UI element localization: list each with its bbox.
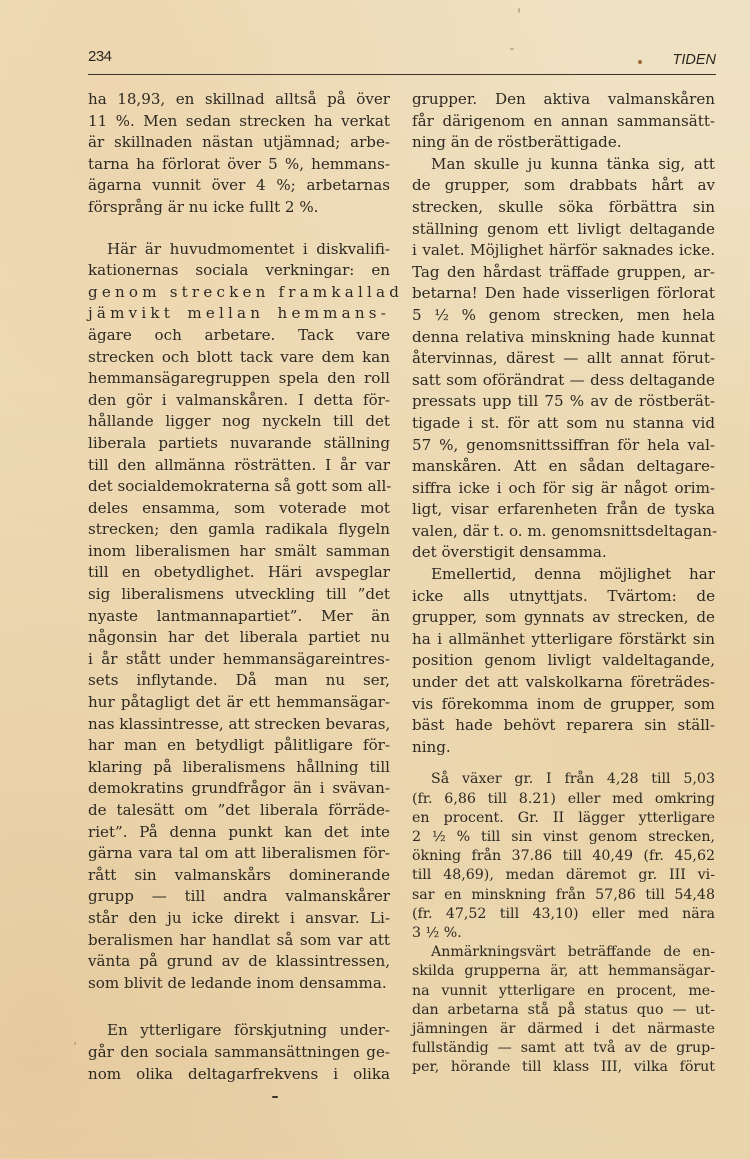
text-line: dan arbetarna stå på status quo — ut-	[412, 1001, 715, 1018]
text-line: sar en minskning från 57,86 till 54,48	[412, 886, 715, 903]
text-line: 5 ½ % genom strecken, men hela	[412, 305, 715, 324]
text-line: Anmärkningsvärt beträffande de en-	[431, 944, 715, 961]
text-line: ning.	[412, 737, 451, 756]
page-number: 234	[88, 48, 112, 65]
text-line: denna relativa minskning hade kunnat	[412, 327, 715, 346]
text-line: ning än de röstberättigade.	[412, 133, 622, 152]
right-column	[412, 89, 718, 1078]
text-line: till den allmänna rösträtten. I år var	[88, 455, 390, 474]
text-line: na vunnit ytterligare en procent, me-	[412, 982, 715, 999]
text-line: har man en betydligt pålitligare för-	[88, 736, 390, 755]
text-line: strecken; den gamla radikala flygeln	[88, 520, 390, 539]
ink-speck	[518, 8, 520, 13]
text-line: återvinnas, därest — allt annat förut-	[412, 349, 715, 368]
text-line: grupper. Den aktiva valmanskåren	[412, 90, 715, 108]
text-line: betarna! Den hade visserligen förlorat	[412, 284, 715, 303]
text-line: per, hörande till klass III, vilka förut	[412, 1059, 715, 1076]
text-line: siffra icke i och för sig är något orim-	[412, 478, 715, 497]
emphasized-text-line: jämvikt mellan hemmans-	[88, 304, 390, 323]
text-line: gärna vara tal om att liberalismen för-	[88, 844, 390, 863]
paragraph	[412, 154, 718, 564]
text-line: demokratins grundfrågor än i svävan-	[88, 779, 390, 798]
text-line: En ytterligare förskjutning under-	[107, 1021, 390, 1040]
text-line: vis förekomma inom de grupper, som	[412, 694, 715, 713]
text-line: manskåren. Att en sådan deltagare-	[412, 457, 715, 476]
ink-speck	[510, 48, 514, 50]
text-line: position genom livligt valdeltagande,	[412, 651, 715, 670]
text-line: (fr. 6,86 till 8.21) eller med omkring	[412, 790, 715, 807]
text-line: vänta på grund av de klassintressen,	[88, 952, 390, 971]
text-line: i år stått under hemmansägareintres-	[88, 649, 390, 668]
text-line: kationernas sociala verkningar: en	[88, 261, 390, 280]
text-line: (fr. 47,52 till 43,10) eller med nära	[412, 905, 715, 922]
text-line: någonsin har det liberala partiet nu	[88, 628, 390, 647]
text-line: nom olika deltagarfrekvens i olika	[88, 1064, 390, 1083]
text-line: nyaste lantmannapartiet”. Mer än	[88, 606, 390, 625]
text-line: strecken och blott tack vare dem kan	[88, 347, 390, 366]
paragraph	[412, 89, 715, 154]
running-title: TIDEN	[672, 52, 716, 68]
text-line: det socialdemokraterna så gott som all-	[88, 477, 392, 496]
text-line: bäst hade behövt reparera sin ställ-	[412, 716, 715, 735]
paragraph	[88, 89, 390, 219]
text-line: hemmansägaregruppen spela den roll	[88, 369, 390, 388]
text-line: Så växer gr. I från 4,28 till 5,03	[431, 771, 715, 788]
text-line: liberala partiets nuvarande ställning	[88, 433, 390, 452]
text-line: står den ju icke direkt i ansvar. Li-	[88, 908, 390, 927]
paragraph-small-print	[412, 770, 715, 943]
text-line: jämningen är därmed i det närmaste	[412, 1021, 715, 1038]
text-line: 11 %. Men sedan strecken ha verkat	[88, 111, 390, 130]
paragraph	[412, 564, 715, 758]
text-line: 3 ½ %.	[412, 925, 462, 942]
paragraph	[88, 239, 404, 995]
text-line: Man skulle ju kunna tänka sig, att	[431, 154, 715, 173]
text-line: satt som oförändrat — dess deltagande	[412, 370, 715, 389]
text-line: de talesätt om ”det liberala förräde-	[88, 801, 390, 819]
text-line: 57 %, genomsnittssiffran för hela val-	[412, 435, 715, 454]
text-line: pressats upp till 75 % av de röstberät-	[412, 392, 715, 411]
text-line: får därigenom en annan sammansätt-	[412, 111, 715, 130]
text-line: 2 ½ % till sin vinst genom strecken,	[412, 829, 715, 846]
text-line: det överstigit densamma.	[412, 543, 607, 562]
text-line: grupp — till andra valmanskårer	[88, 887, 390, 906]
emphasized-text-line: genom strecken framkallad	[88, 282, 404, 301]
text-line: inom liberalismen har smält samman	[88, 541, 390, 560]
text-line: rått sin valmanskårs dominerande	[88, 865, 390, 884]
text-line: valen, där t. o. m. genomsnittsdeltagan-	[412, 521, 718, 540]
text-line: deles ensamma, som voterade mot	[88, 498, 390, 517]
text-line: klaring på liberalismens hållning till	[88, 757, 390, 776]
text-line: under det att valskolkarna företrädes-	[412, 673, 715, 692]
text-line: till en obetydlighet. Häri avspeglar	[88, 563, 390, 582]
text-line: den gör i valmanskåren. I detta för-	[88, 390, 390, 409]
text-line: försprång är nu icke fullt 2 %.	[88, 197, 319, 216]
text-line: tigade i st. för att som nu stanna vid	[412, 413, 715, 432]
text-line: ha i allmänhet ytterligare förstärkt sin	[412, 629, 715, 648]
text-line: sig liberalismens utveckling till ”det	[88, 585, 390, 604]
text-line: ökning från 37.86 till 40,49 (fr. 45,62	[412, 848, 715, 865]
paragraph	[88, 1020, 390, 1085]
page-header	[88, 44, 716, 75]
text-line: tarna ha förlorat över 5 %, hemmans-	[88, 154, 390, 173]
text-line: ligt, visar erfarenheten från de tyska	[412, 500, 715, 519]
text-line: grupper, som gynnats av strecken, de	[412, 608, 715, 627]
text-line: fullständig — samt att två av de grup-	[412, 1040, 715, 1057]
text-line: till 48,69), medan däremot gr. III vi-	[412, 867, 715, 884]
text-line: ägarna vunnit över 4 %; arbetarnas	[88, 176, 390, 195]
paragraph-small-print	[412, 943, 715, 1077]
left-column	[88, 89, 404, 1085]
text-line: de grupper, som drabbats hårt av	[412, 176, 715, 195]
text-line: Tag den hårdast träffade gruppen, ar-	[412, 262, 715, 281]
text-line: som blivit de ledande inom densamma.	[88, 973, 387, 992]
text-line: Här är huvudmomentet i diskvalifi-	[107, 239, 390, 258]
ink-speck	[74, 1042, 76, 1045]
text-line: skilda grupperna är, att hemmansägar-	[412, 963, 715, 980]
text-line: Emellertid, denna möjlighet har	[431, 565, 715, 584]
text-line: ha 18,93, en skillnad alltså på över	[88, 90, 390, 108]
text-line: icke alls utnyttjats. Tvärtom: de	[412, 586, 715, 605]
text-line: riet”. På denna punkt kan det inte	[88, 822, 390, 841]
text-line: är skillnaden nästan utjämnad; arbe-	[88, 133, 390, 152]
text-line: sets inflytande. Då man nu ser,	[88, 671, 390, 690]
text-line: en procent. Gr. II lägger ytterligare	[412, 809, 715, 826]
text-line: hållande ligger nog nyckeln till det	[88, 412, 390, 431]
ink-mark	[272, 1096, 278, 1098]
ink-speck	[638, 60, 642, 64]
text-line: i valet. Möjlighet härför saknades icke.	[412, 241, 715, 260]
text-line: nas klassintresse, att strecken bevaras,	[88, 714, 391, 733]
emphasized-text-line: ägare och arbetare. Tack vare	[88, 325, 390, 344]
text-line: beralismen har handlat så som var att	[88, 930, 390, 949]
text-line: hur påtagligt det är ett hemmansägar-	[88, 693, 390, 712]
text-line: ställning genom ett livligt deltagande	[412, 219, 715, 238]
text-line: strecken, skulle söka förbättra sin	[412, 197, 715, 216]
text-line: går den sociala sammansättningen ge-	[88, 1042, 390, 1061]
